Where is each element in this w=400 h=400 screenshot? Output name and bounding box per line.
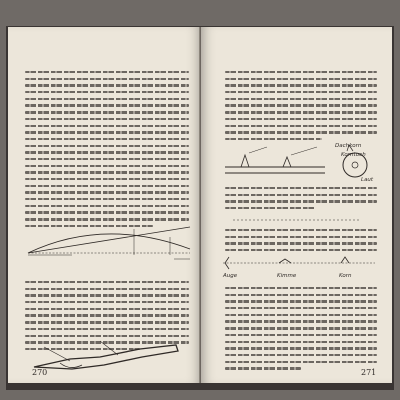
left-page xyxy=(8,27,201,383)
page-number-left: 270 xyxy=(32,368,48,377)
label-korntuch: Korntuch xyxy=(341,152,366,158)
right-text-block-2 xyxy=(225,187,377,214)
dots-diagram xyxy=(231,215,361,225)
left-text-block-1 xyxy=(25,71,189,232)
label-dachkorn: Dachkorn xyxy=(335,143,362,149)
label-auge: Auge xyxy=(223,273,238,279)
trajectory-diagram xyxy=(24,215,194,267)
right-page xyxy=(201,27,392,383)
right-text-block-3 xyxy=(225,229,377,256)
page-number-right: 271 xyxy=(361,368,377,377)
sight-line-diagram xyxy=(219,255,379,281)
label-laut: Laut xyxy=(361,177,374,183)
label-korn: Korn xyxy=(339,273,352,279)
label-kimme: Kimme xyxy=(277,273,297,279)
rifle-sight-sketch xyxy=(30,337,180,373)
right-text-block-1 xyxy=(225,71,377,145)
right-text-block-4 xyxy=(225,287,377,374)
sight-post-diagram xyxy=(221,141,381,181)
